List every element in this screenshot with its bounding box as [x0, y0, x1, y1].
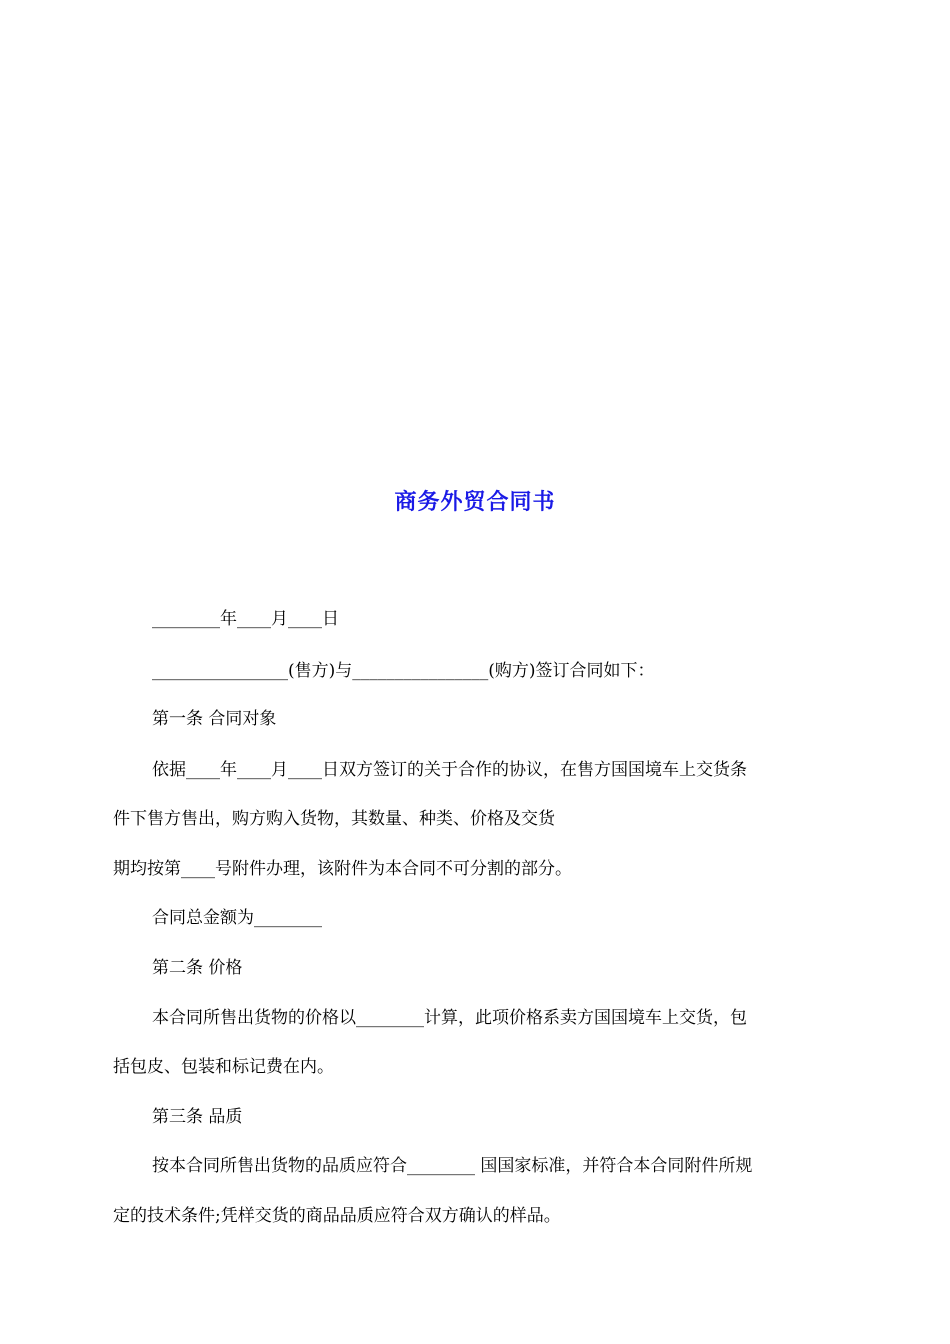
total-amount-line: 合同总金额为________ — [152, 908, 322, 928]
parties-line: ________________(售方)与________________(购方)签订合同如下： — [152, 661, 655, 681]
article-1-heading: 第一条 合同对象 — [152, 709, 277, 729]
article-1-text-line-2: 件下售方售出，购方购入货物，其数量、种类、价格及交货 — [113, 809, 555, 829]
article-2-text-line-1: 本合同所售出货物的价格以________计算，此项价格系卖方国国境车上交货，包 — [152, 1008, 747, 1028]
article-3-heading: 第三条 品质 — [152, 1107, 243, 1127]
article-1-text-line-1: 依据____年____月____日双方签订的关于合作的协议，在售方国国境车上交货条 — [152, 760, 747, 780]
date-line: ________年____月____日 — [152, 609, 339, 629]
article-3-text-line-2: 定的技术条件;凭样交货的商品品质应符合双方确认的样品。 — [113, 1206, 561, 1226]
article-3-text-line-1: 按本合同所售出货物的品质应符合________ 国国家标准，并符合本合同附件所规 — [152, 1156, 753, 1176]
article-2-heading: 第二条 价格 — [152, 958, 243, 978]
article-2-text-line-2: 括包皮、包装和标记费在内。 — [113, 1057, 334, 1077]
document-title: 商务外贸合同书 — [394, 489, 556, 515]
article-1-text-line-3: 期均按第____号附件办理，该附件为本合同不可分割的部分。 — [113, 859, 572, 879]
